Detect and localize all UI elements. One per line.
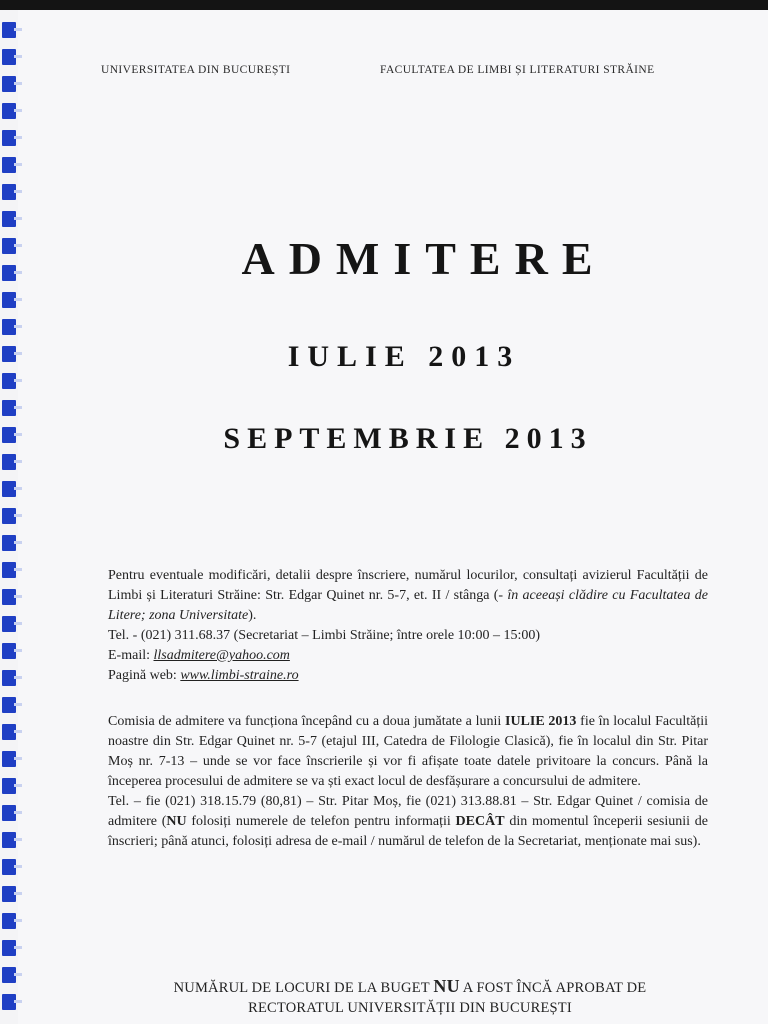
info-intro-text: Pentru eventuale modificări, detalii despre înscriere, numărul locurilor, consultați avizierul Facultății de Limbi și Literaturi Străine: Str. Edgar Quinet nr. 5-7, et. II / stânga ( <box>108 568 708 603</box>
email-line <box>108 646 708 666</box>
binding-ring <box>2 427 16 443</box>
binding-ring <box>2 913 16 929</box>
binding-ring <box>2 346 16 362</box>
binding-ring <box>2 724 16 740</box>
budget-notice-line2: RECTORATUL UNIVERSITĂȚII DIN BUCUREȘTI <box>248 1000 572 1016</box>
email-label: E-mail: <box>108 648 154 663</box>
binding-ring <box>2 400 16 416</box>
binding-ring <box>2 211 16 227</box>
secretariat-phone: Tel. - (021) 311.68.37 (Secretariat – Limbi Străine; între orele 10:00 – 15:00) <box>108 628 540 643</box>
committee-paragraph <box>108 712 708 792</box>
notice-emphasis-nu: NU <box>433 976 460 996</box>
binding-ring <box>2 643 16 659</box>
binding-ring <box>2 130 16 146</box>
binding-ring <box>2 859 16 875</box>
committee-text-a: Comisia de admitere va funcționa începând cu a doua jumătate a lunii <box>108 714 505 729</box>
binding-ring <box>2 373 16 389</box>
binding-ring <box>2 697 16 713</box>
binding-ring <box>2 940 16 956</box>
spiral-binding <box>0 14 22 1024</box>
binding-ring <box>2 319 16 335</box>
binding-ring <box>2 751 16 767</box>
committee-month: IULIE 2013 <box>505 714 577 729</box>
committee-phone-text-c: din momentul începerii sesiunii de înscrieri; până atunci, folosiți adresa de e-mail / numărul de telefon de la Secretariat, menționate mai sus). <box>108 814 708 849</box>
binding-ring <box>2 157 16 173</box>
budget-notice <box>140 976 680 1018</box>
binding-ring <box>2 562 16 578</box>
binding-ring <box>2 778 16 794</box>
website-link[interactable]: www.limbi-straine.ro <box>180 668 299 683</box>
binding-ring <box>2 670 16 686</box>
faculty-name: FACULTATEA DE LIMBI ȘI LITERATURI STRĂINE <box>380 64 655 76</box>
committee-info-block <box>108 712 708 852</box>
info-paragraph <box>108 566 708 626</box>
notice-text-a: NUMĂRUL DE LOCURI DE LA BUGET <box>173 980 434 996</box>
committee-phone-text-b: folosiți numerele de telefon pentru informații <box>186 814 456 829</box>
web-line <box>108 666 708 686</box>
emphasis-decat: DECÂT <box>455 814 505 829</box>
binding-ring <box>2 994 16 1010</box>
binding-ring <box>2 103 16 119</box>
document-page <box>18 10 768 1024</box>
binding-ring <box>2 454 16 470</box>
page-title: ADMITERE <box>241 233 607 284</box>
email-link[interactable]: llsadmitere@yahoo.com <box>153 648 290 663</box>
binding-ring <box>2 238 16 254</box>
info-intro-end: ). <box>248 608 257 623</box>
binding-ring <box>2 265 16 281</box>
scan-top-edge <box>0 0 768 10</box>
session-july: IULIE 2013 <box>287 340 521 373</box>
contact-info-block <box>108 566 708 686</box>
binding-ring <box>2 886 16 902</box>
binding-ring <box>2 535 16 551</box>
binding-ring <box>2 184 16 200</box>
binding-ring <box>2 22 16 38</box>
session-september: SEPTEMBRIE 2013 <box>223 422 593 455</box>
committee-text-b: fie în localul Facultății noastre din Str. Edgar Quinet nr. 5-7 (etajul III, Catedra de Filologie Clasică), fie în localul din Str. Pitar Moș nr. 7-13 – unde se vor face înscrierile și vor fi afișate toate datele privitoare la concurs. Până la începerea procesului de admitere se va ști exact locul de desfășurare a concursului de admitere. <box>108 714 708 789</box>
binding-ring <box>2 481 16 497</box>
binding-ring <box>2 832 16 848</box>
notice-text-b: A FOST ÎNCĂ APROBAT DE <box>459 980 647 996</box>
emphasis-nu: NU <box>166 814 187 829</box>
committee-phone-text: Tel. – fie (021) 318.15.79 (80,81) – Str. Pitar Moș, fie (021) 313.88.81 – Str. Edgar Quinet / comisia de admitere ( <box>108 794 708 829</box>
binding-ring <box>2 49 16 65</box>
binding-ring <box>2 967 16 983</box>
binding-ring <box>2 76 16 92</box>
web-label: Pagină web: <box>108 668 181 683</box>
binding-ring <box>2 805 16 821</box>
committee-phone-paragraph <box>108 792 708 852</box>
info-location-note: - în aceeași clădire cu Facultatea de Litere; zona Universitate <box>108 588 708 623</box>
university-name: UNIVERSITATEA DIN BUCUREȘTI <box>101 64 291 76</box>
budget-notice-line1 <box>140 976 680 998</box>
binding-ring <box>2 616 16 632</box>
binding-ring <box>2 292 16 308</box>
binding-ring <box>2 589 16 605</box>
binding-ring <box>2 508 16 524</box>
